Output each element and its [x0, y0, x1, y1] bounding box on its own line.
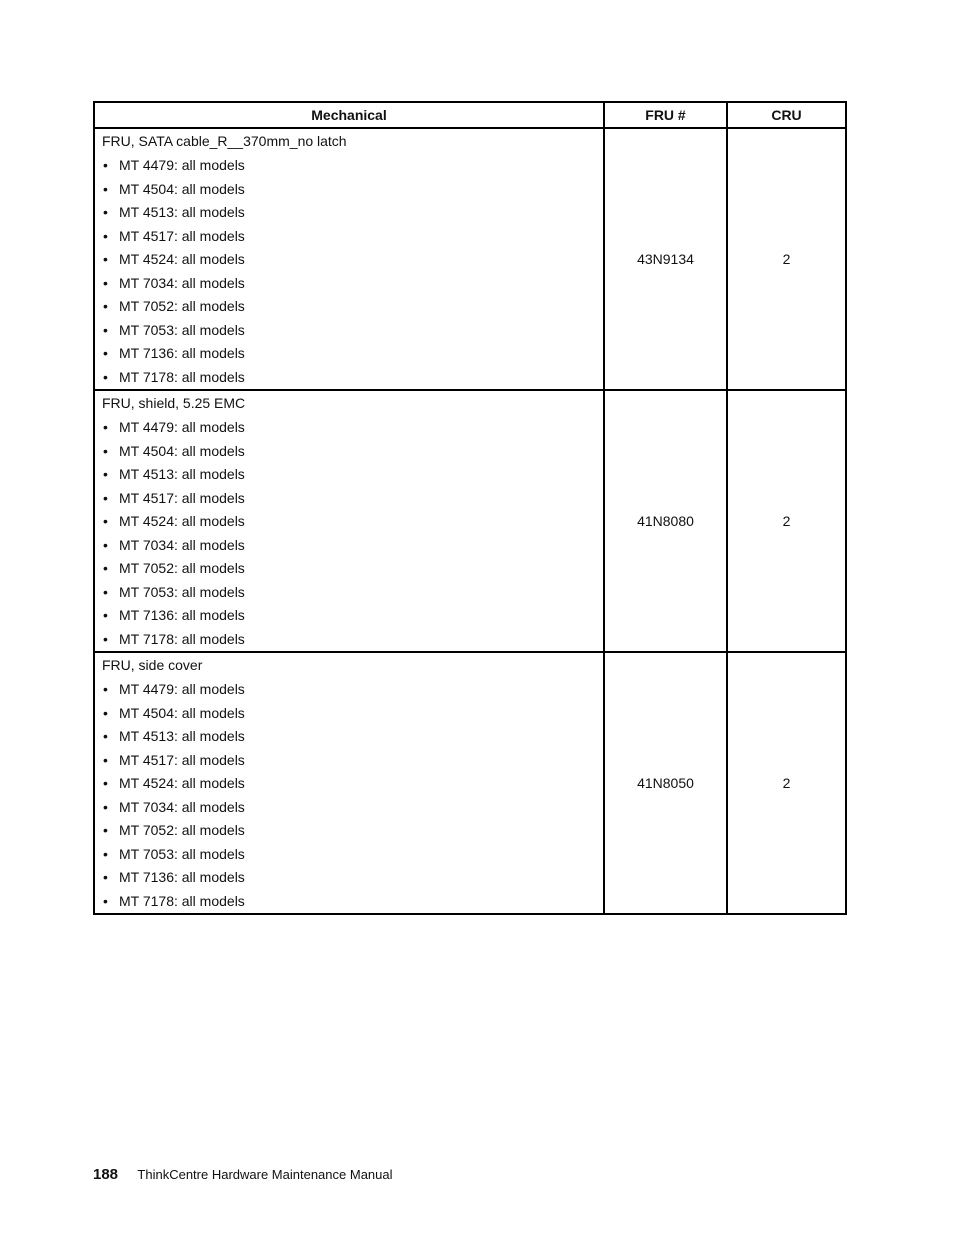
list-item: • MT 7034: all models [102, 272, 603, 296]
part-description [94, 390, 604, 652]
list-item: • MT 7052: all models [102, 819, 603, 843]
list-item: • MT 4517: all models [102, 225, 603, 249]
list-item: • MT 7178: all models [102, 890, 603, 914]
header-mechanical: Mechanical [94, 102, 604, 128]
part-description [94, 128, 604, 390]
part-title: FRU, side cover [102, 657, 203, 673]
header-fru-number: FRU # [604, 102, 727, 128]
list-item: • MT 7034: all models [102, 796, 603, 820]
part-description [94, 652, 604, 914]
table-row [94, 652, 846, 914]
list-item: • MT 7178: all models [102, 366, 603, 390]
cru-value: 2 [727, 128, 846, 390]
list-item: • MT 7136: all models [102, 866, 603, 890]
list-item: • MT 7052: all models [102, 295, 603, 319]
part-title: FRU, SATA cable_R__370mm_no latch [102, 133, 347, 149]
table-header-row [94, 102, 846, 128]
list-item: • MT 4504: all models [102, 702, 603, 726]
fru-number: 41N8050 [604, 652, 727, 914]
list-item: • MT 4524: all models [102, 248, 603, 272]
fru-number: 41N8080 [604, 390, 727, 652]
model-list [102, 416, 603, 651]
manual-title: ThinkCentre Hardware Maintenance Manual [137, 1167, 393, 1182]
list-item: • MT 4524: all models [102, 510, 603, 534]
list-item: • MT 4479: all models [102, 678, 603, 702]
header-cru: CRU [727, 102, 846, 128]
list-item: • MT 4513: all models [102, 201, 603, 225]
fru-number: 43N9134 [604, 128, 727, 390]
list-item: • MT 7178: all models [102, 628, 603, 652]
cru-value: 2 [727, 390, 846, 652]
model-list [102, 154, 603, 389]
table-row [94, 128, 846, 390]
list-item: • MT 7136: all models [102, 342, 603, 366]
list-item: • MT 4504: all models [102, 178, 603, 202]
list-item: • MT 7136: all models [102, 604, 603, 628]
list-item: • MT 4513: all models [102, 463, 603, 487]
list-item: • MT 4479: all models [102, 154, 603, 178]
parts-table [93, 101, 847, 915]
page-number: 188 [93, 1166, 119, 1183]
model-list [102, 678, 603, 913]
part-title: FRU, shield, 5.25 EMC [102, 395, 246, 411]
list-item: • MT 7053: all models [102, 319, 603, 343]
list-item: • MT 4479: all models [102, 416, 603, 440]
list-item: • MT 4517: all models [102, 749, 603, 773]
list-item: • MT 7053: all models [102, 843, 603, 867]
page-footer [93, 1165, 393, 1185]
list-item: • MT 4513: all models [102, 725, 603, 749]
list-item: • MT 4524: all models [102, 772, 603, 796]
list-item: • MT 4517: all models [102, 487, 603, 511]
list-item: • MT 7053: all models [102, 581, 603, 605]
cru-value: 2 [727, 652, 846, 914]
list-item: • MT 7052: all models [102, 557, 603, 581]
list-item: • MT 4504: all models [102, 440, 603, 464]
list-item: • MT 7034: all models [102, 534, 603, 558]
table-row [94, 390, 846, 652]
